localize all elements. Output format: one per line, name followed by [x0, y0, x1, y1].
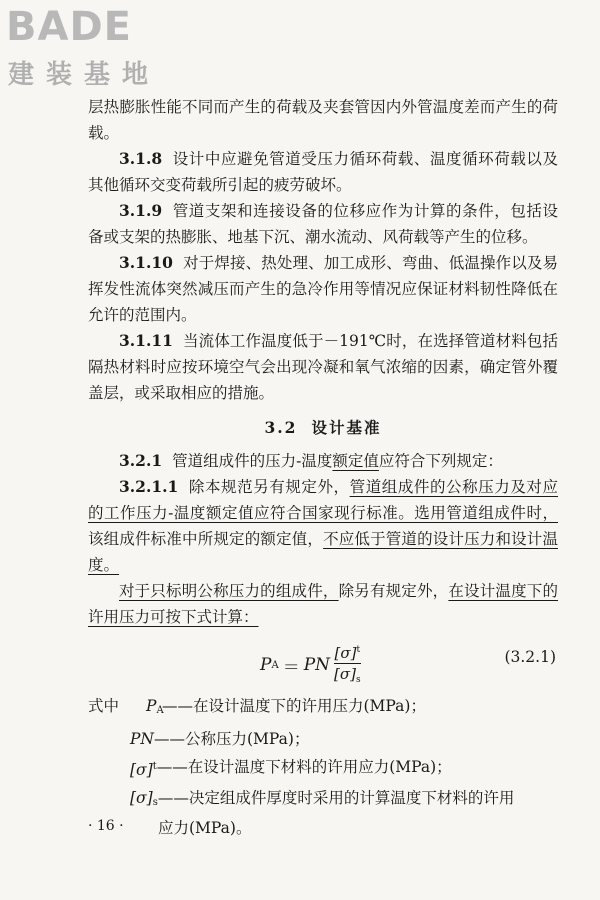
formula-fraction	[334, 640, 361, 690]
numerator-sup: t	[356, 645, 361, 655]
section-number: 3.2	[264, 418, 298, 437]
clause-3-1-9	[88, 198, 558, 250]
clause-text: 应符合下列规定：	[378, 452, 503, 470]
definition-row	[88, 725, 558, 753]
symbol-sub: A	[156, 705, 164, 716]
formula	[260, 640, 361, 690]
formula-lhs: P	[260, 655, 272, 675]
definition-text: ——在设计温度下材料的许用应力(MPa)；	[156, 758, 452, 776]
formula-intro	[88, 578, 558, 630]
clause-number: 3.2.1	[119, 451, 163, 470]
clause-text: 管道组成件的压力-温度	[172, 452, 333, 470]
definition-row	[88, 692, 558, 725]
numerator-symbol: [σ]	[334, 644, 357, 662]
clause-number: 3.1.9	[119, 201, 163, 220]
definition-text: ——公称压力(MPa)；	[154, 730, 310, 748]
spacer	[88, 784, 130, 817]
clause-text: 当流体工作温度低于－191℃时，在选择管道材料包括隔热材料时应按环境空气会出现冷凝和氧气浓缩的因素，确定管外覆盖层，或采取相应的措施。	[88, 332, 558, 402]
clause-text: 除另有规定外，	[338, 582, 449, 600]
underlined-text: 对于只标明公称压力的组成件，	[119, 582, 339, 600]
spacer	[88, 753, 130, 784]
logo	[6, 4, 176, 94]
symbol: [σ]	[130, 789, 153, 807]
definition-text: ——决定组成件厚度时采用的计算温度下材料的许用	[157, 789, 515, 807]
clause-3-1-11	[88, 328, 558, 406]
underlined-text: 不应低于管道的设计压力和设计温度。	[88, 530, 558, 574]
definitions-label: 式中	[88, 697, 120, 715]
paragraph-continuation: 层热膨胀性能不同而产生的荷载及夹套管因内外管温度差而产生的荷载。	[88, 98, 558, 142]
clause-3-2-1	[88, 448, 558, 474]
clause-text: 除本规范另有规定外，	[188, 478, 350, 496]
definition-continuation: 应力(MPa)。	[158, 819, 252, 837]
spacer	[88, 725, 130, 753]
clause-3-1-8	[88, 146, 558, 198]
clause-text: 设计中应避免管道受压力循环荷载、温度循环荷载以及其他循环交变荷载所引起的疲劳破坏。	[88, 150, 558, 194]
definition-symbol	[130, 725, 154, 753]
clause-number: 3.1.10	[119, 253, 173, 272]
logo-subtitle: 建装基地	[8, 60, 161, 90]
denominator-sub: s	[355, 675, 361, 685]
fraction-denominator	[334, 664, 361, 690]
clause-number: 3.2.1.1	[119, 477, 179, 496]
symbol: [σ]	[130, 761, 153, 779]
symbol: P	[146, 697, 157, 715]
definition-symbol	[146, 692, 162, 725]
clause-text: 管道支架和连接设备的位移应作为计算的条件，包括设备或支架的热膨胀、地基下沉、潮水流动、风荷载等产生的位移。	[88, 202, 558, 246]
symbol-sup: t	[152, 761, 157, 772]
definition-row	[88, 784, 558, 817]
clause-text: 对于焊接、热处理、加工成形、弯曲、低温操作以及易挥发性流体突然减压而产生的急冷作用等情况应保证材料韧性降低在允许的范围内。	[88, 254, 558, 324]
symbol-sub: s	[152, 797, 158, 808]
fraction-numerator	[335, 640, 361, 663]
clause-number: 3.1.11	[119, 331, 173, 350]
clause-number: 3.1.8	[119, 149, 163, 168]
formula-lhs-sub: A	[271, 659, 279, 671]
clause-text: 该组成件标准中所规定的额定值，	[88, 530, 324, 548]
underlined-text: 额定值	[332, 452, 379, 470]
underlined-text: 在设计温度下的许用压力可按下式计算：	[88, 582, 558, 626]
logo-word: BADE	[6, 4, 132, 50]
definition-symbol	[130, 784, 158, 817]
section-heading	[88, 416, 558, 438]
definition-row	[88, 753, 558, 784]
symbol-definitions	[88, 692, 558, 841]
formula-row	[88, 634, 558, 690]
definition-text: ——在设计温度下的许用压力(MPa)；	[162, 697, 426, 715]
clause-3-2-1-1	[88, 474, 558, 578]
formula-equals: ＝	[282, 657, 300, 678]
denominator-symbol: [σ]	[334, 665, 356, 683]
underlined-text: 管道组成件的公称压力及对应的工作压力-温度额定值应符合国家现行标准。选用管道组成件时，	[88, 478, 558, 522]
page-body	[88, 94, 558, 841]
equation-number: (3.2.1)	[504, 648, 556, 666]
section-title: 设计基准	[311, 418, 382, 437]
definition-symbol	[130, 753, 157, 784]
clause-3-1-10	[88, 250, 558, 328]
page-number: · 16 ·	[88, 818, 124, 834]
symbol: PN	[130, 730, 154, 748]
formula-rhs: PN	[303, 655, 331, 675]
